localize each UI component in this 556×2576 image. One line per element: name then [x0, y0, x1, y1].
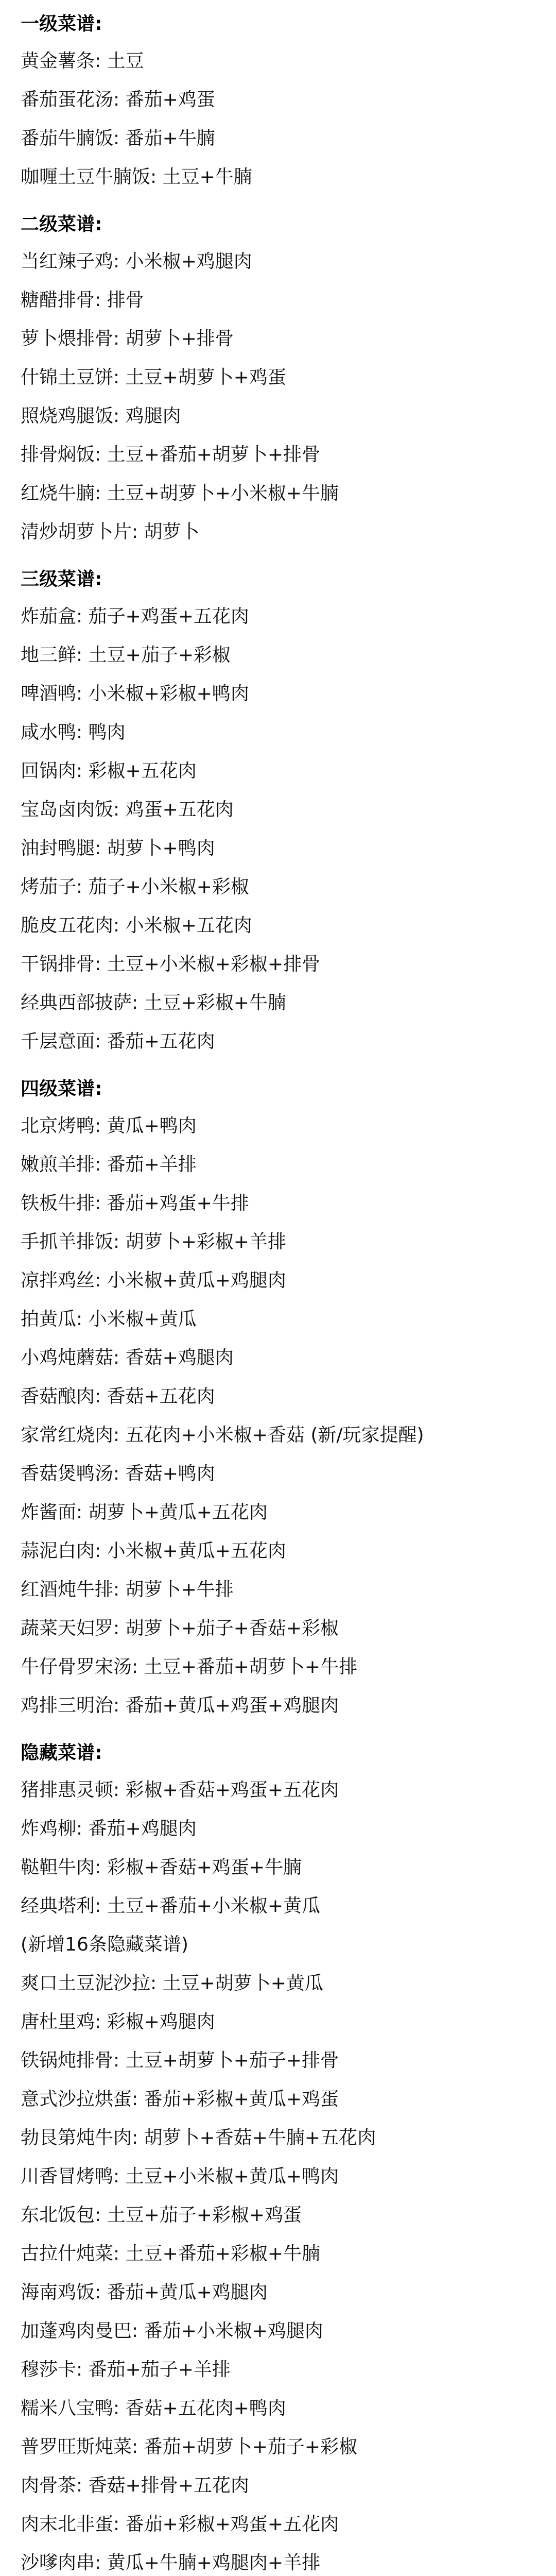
recipe-item: 香菇酿肉: 香菇+五花肉 [21, 1386, 215, 1407]
recipe-item: 排骨焖饭: 土豆+番茄+胡萝卜+排骨 [21, 444, 321, 465]
recipe-item: 嫩煎羊排: 番茄+羊排 [21, 1154, 197, 1175]
recipe-list [21, 50, 535, 188]
recipe-item: 红烧牛腩: 土豆+胡萝卜+小米椒+牛腩 [21, 483, 339, 504]
recipe-item: 什锦土豆饼: 土豆+胡萝卜+鸡蛋 [21, 367, 286, 388]
recipe-item: 当红辣子鸡: 小米椒+鸡腿肉 [21, 251, 252, 272]
recipe-item: 穆莎卡: 番茄+茄子+羊排 [21, 2359, 231, 2380]
section-level-4 [21, 1079, 535, 1717]
recipe-list [21, 1115, 535, 1717]
recipe-item: 炸酱面: 胡萝卜+黄瓜+五花肉 [21, 1502, 268, 1523]
recipe-list [21, 1780, 535, 2574]
recipe-item: 干锅排骨: 土豆+小米椒+彩椒+排骨 [21, 954, 321, 975]
section-title: 隐藏菜谱: [21, 1742, 102, 1764]
recipe-item: 爽口土豆泥沙拉: 土豆+胡萝卜+黄瓜 [21, 1973, 323, 1994]
recipe-item: 北京烤鸭: 黄瓜+鸭肉 [21, 1115, 197, 1137]
section-title: 四级菜谱: [21, 1078, 102, 1099]
recipe-item: 古拉什炖菜: 土豆+番茄+彩椒+牛腩 [21, 2243, 321, 2264]
recipe-item: 烤茄子: 茄子+小米椒+彩椒 [21, 876, 249, 897]
recipe-item: 黄金薯条: 土豆 [21, 50, 144, 72]
recipe-item: 脆皮五花肉: 小米椒+五花肉 [21, 915, 252, 936]
recipe-list [21, 251, 535, 543]
section-level-1 [21, 14, 535, 188]
recipe-item: 啤酒鸭: 小米椒+彩椒+鸭肉 [21, 683, 249, 704]
section-level-3 [21, 570, 535, 1053]
recipe-item: 铁板牛排: 番茄+鸡蛋+牛排 [21, 1193, 249, 1214]
recipe-item: 家常红烧肉: 五花肉+小米椒+香菇 (新/玩家提醒) [21, 1425, 424, 1446]
recipe-item: 凉拌鸡丝: 小米椒+黄瓜+鸡腿肉 [21, 1270, 286, 1291]
recipe-list [21, 606, 535, 1053]
recipe-item: 咸水鸭: 鸭肉 [21, 722, 126, 743]
recipe-item: 地三鲜: 土豆+茄子+彩椒 [21, 645, 231, 666]
recipe-item: 回锅肉: 彩椒+五花肉 [21, 760, 197, 782]
recipe-item: 沙嗲肉串: 黄瓜+牛腩+鸡腿肉+羊排 [21, 2552, 321, 2573]
recipe-item: 炸鸡柳: 番茄+鸡腿肉 [21, 1818, 197, 1839]
recipe-item: 宝岛卤肉饭: 鸡蛋+五花肉 [21, 799, 234, 820]
recipe-item: 萝卜煨排骨: 胡萝卜+排骨 [21, 328, 234, 349]
recipe-item: 红酒炖牛排: 胡萝卜+牛排 [21, 1579, 234, 1600]
recipe-item: 炸茄盒: 茄子+鸡蛋+五花肉 [21, 606, 249, 627]
recipe-item: 手抓羊排饭: 胡萝卜+彩椒+羊排 [21, 1231, 286, 1252]
section-title: 二级菜谱: [21, 214, 102, 235]
recipe-item: 糯米八宝鸭: 香菇+五花肉+鸭肉 [21, 2398, 286, 2419]
recipe-item: 勃艮第炖牛肉: 胡萝卜+香菇+牛腩+五花肉 [21, 2127, 376, 2148]
recipe-item: 东北饭包: 土豆+茄子+彩椒+鸡蛋 [21, 2205, 302, 2226]
recipe-item: 海南鸡饭: 番茄+黄瓜+鸡腿肉 [21, 2282, 268, 2303]
recipe-item: 番茄蛋花汤: 番茄+鸡蛋 [21, 89, 215, 110]
section-hidden [21, 1743, 535, 2574]
recipe-item: 唐杜里鸡: 彩椒+鸡腿肉 [21, 2011, 215, 2032]
recipe-item: 香菇煲鸭汤: 香菇+鸭肉 [21, 1463, 215, 1484]
recipe-item: 铁锅炖排骨: 土豆+胡萝卜+茄子+排骨 [21, 2050, 339, 2071]
recipe-item: 普罗旺斯炖菜: 番茄+胡萝卜+茄子+彩椒 [21, 2436, 358, 2458]
recipe-item: 肉骨茶: 香菇+排骨+五花肉 [21, 2475, 249, 2496]
recipe-item: 鞑靼牛肉: 彩椒+香菇+鸡蛋+牛腩 [21, 1857, 302, 1878]
recipe-item: 小鸡炖蘑菇: 香菇+鸡腿肉 [21, 1347, 234, 1368]
recipe-note: (新增16条隐藏菜谱) [21, 1934, 188, 1955]
recipe-item: 蔬菜天妇罗: 胡萝卜+茄子+香菇+彩椒 [21, 1618, 339, 1639]
recipe-item: 意式沙拉烘蛋: 番茄+彩椒+黄瓜+鸡蛋 [21, 2089, 339, 2110]
recipe-item: 鸡排三明治: 番茄+黄瓜+鸡蛋+鸡腿肉 [21, 1695, 339, 1716]
recipe-item: 咖喱土豆牛腩饭: 土豆+牛腩 [21, 166, 252, 188]
recipe-item: 照烧鸡腿饭: 鸡腿肉 [21, 405, 181, 427]
recipe-item: 猪排惠灵顿: 彩椒+香菇+鸡蛋+五花肉 [21, 1780, 339, 1801]
section-title: 三级菜谱: [21, 569, 102, 590]
recipe-item: 肉末北非蛋: 番茄+彩椒+鸡蛋+五花肉 [21, 2514, 339, 2535]
recipe-item: 番茄牛腩饭: 番茄+牛腩 [21, 128, 215, 149]
recipe-item: 蒜泥白肉: 小米椒+黄瓜+五花肉 [21, 1540, 286, 1562]
recipe-item: 牛仔骨罗宋汤: 土豆+番茄+胡萝卜+牛排 [21, 1656, 358, 1677]
recipe-item: 经典西部披萨: 土豆+彩椒+牛腩 [21, 992, 286, 1013]
recipe-item: 清炒胡萝卜片: 胡萝卜 [21, 521, 200, 543]
section-title: 一级菜谱: [21, 13, 102, 35]
section-level-2 [21, 215, 535, 543]
recipe-item: 加蓬鸡肉曼巴: 番茄+小米椒+鸡腿肉 [21, 2320, 323, 2342]
recipe-item: 拍黄瓜: 小米椒+黄瓜 [21, 1309, 197, 1330]
recipe-item: 千层意面: 番茄+五花肉 [21, 1031, 215, 1052]
recipe-item: 川香冒烤鸭: 土豆+小米椒+黄瓜+鸭肉 [21, 2166, 339, 2187]
recipe-content [21, 14, 535, 2576]
recipe-item: 经典塔利: 土豆+番茄+小米椒+黄瓜 [21, 1895, 321, 1917]
recipe-item: 糖醋排骨: 排骨 [21, 290, 144, 311]
recipe-item: 油封鸭腿: 胡萝卜+鸭肉 [21, 838, 215, 859]
